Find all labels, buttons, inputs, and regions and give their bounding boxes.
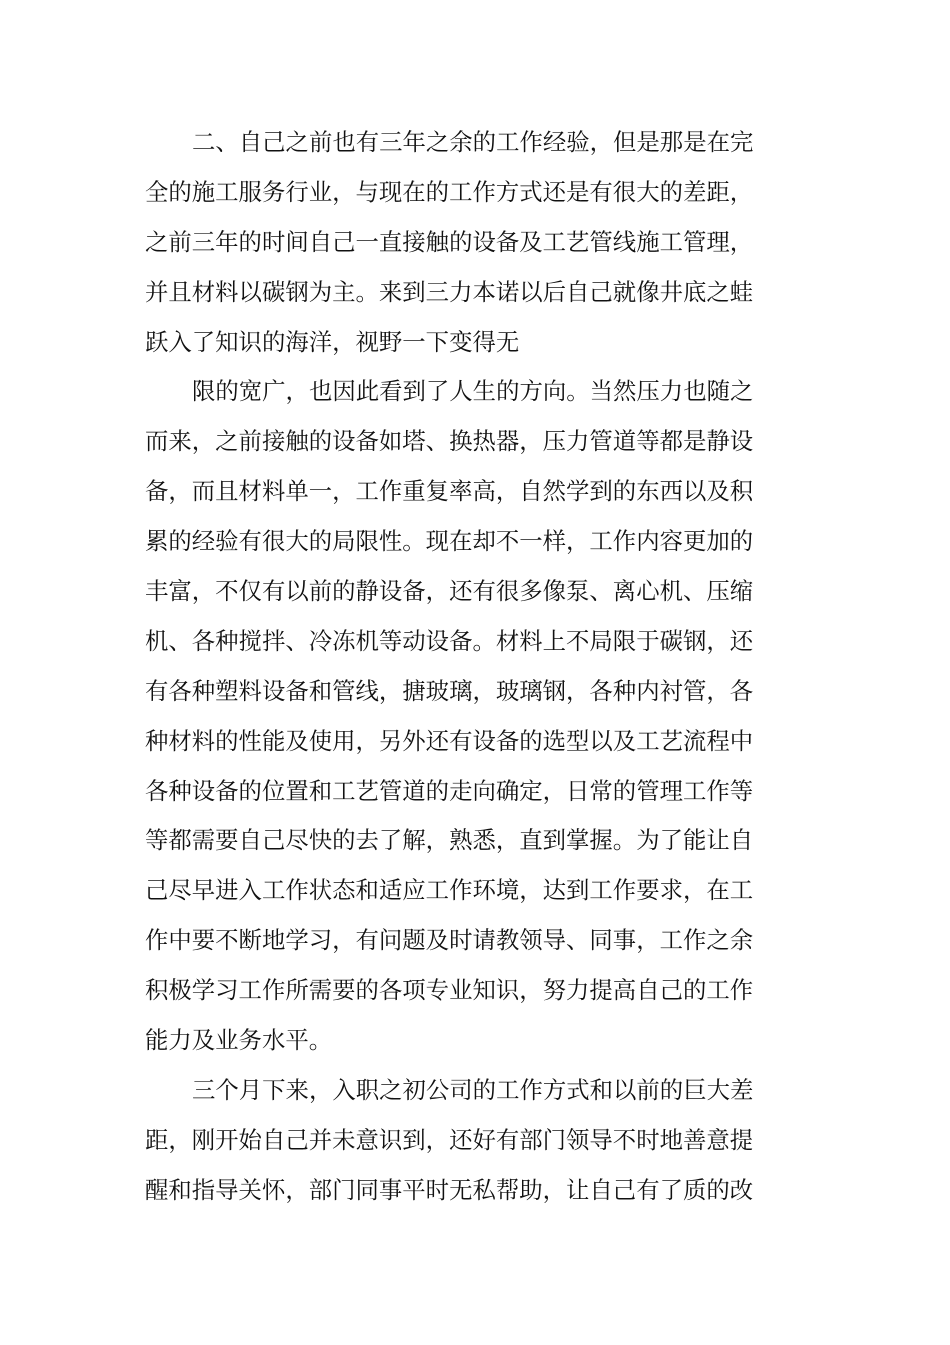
- paragraph-line: 有各种塑料设备和管线，搪玻璃，玻璃钢，各种内衬管，各: [145, 676, 754, 705]
- paragraph-line: 醒和指导关怀，部门同事平时无私帮助，让自己有了质的改: [145, 1175, 754, 1204]
- paragraph-line: 距，刚开始自己并未意识到，还好有部门领导不时地善意提: [145, 1125, 754, 1154]
- paragraph-line: 能力及业务水平。: [145, 1026, 333, 1055]
- paragraph-line: 全的施工服务行业，与现在的工作方式还是有很大的差距，: [145, 177, 754, 206]
- paragraph-line: 之前三年的时间自己一直接触的设备及工艺管线施工管理，: [145, 227, 754, 256]
- paragraph-line: 等都需要自己尽快的去了解，熟悉，直到掌握。为了能让自: [145, 826, 754, 855]
- paragraph-line: 并且材料以碳钢为主。来到三力本诺以后自己就像井底之蛙: [145, 277, 754, 306]
- paragraph-line: 丰富，不仅有以前的静设备，还有很多像泵、离心机、压缩: [145, 577, 754, 606]
- paragraph-line: 而来，之前接触的设备如塔、换热器，压力管道等都是静设: [145, 427, 754, 456]
- paragraph-line: 积极学习工作所需要的各项专业知识，努力提高自己的工作: [145, 976, 754, 1005]
- paragraph-line: 各种设备的位置和工艺管道的走向确定，日常的管理工作等: [145, 776, 754, 805]
- paragraph-line: 二、自己之前也有三年之余的工作经验，但是那是在完: [192, 128, 754, 156]
- paragraph-line: 种材料的性能及使用，另外还有设备的选型以及工艺流程中: [145, 726, 754, 755]
- paragraph-line: 三个月下来，入职之初公司的工作方式和以前的巨大差: [192, 1075, 754, 1104]
- paragraph-line: 作中要不断地学习，有问题及时请教领导、同事，工作之余: [145, 926, 754, 955]
- body-text: [145, 118, 754, 1216]
- paragraph-line: 机、各种搅拌、冷冻机等动设备。材料上不局限于碳钢，还: [145, 626, 754, 655]
- paragraph-line: 跃入了知识的海洋，视野一下变得无: [145, 327, 520, 356]
- paragraph-line: 己尽早进入工作状态和适应工作环境，达到工作要求，在工: [145, 876, 754, 905]
- paragraph-line: 限的宽广，也因此看到了人生的方向。当然压力也随之: [192, 377, 754, 406]
- paragraph-line: 备，而且材料单一，工作重复率高，自然学到的东西以及积: [145, 477, 754, 506]
- paragraph-line: 累的经验有很大的局限性。现在却不一样，工作内容更加的: [145, 527, 754, 556]
